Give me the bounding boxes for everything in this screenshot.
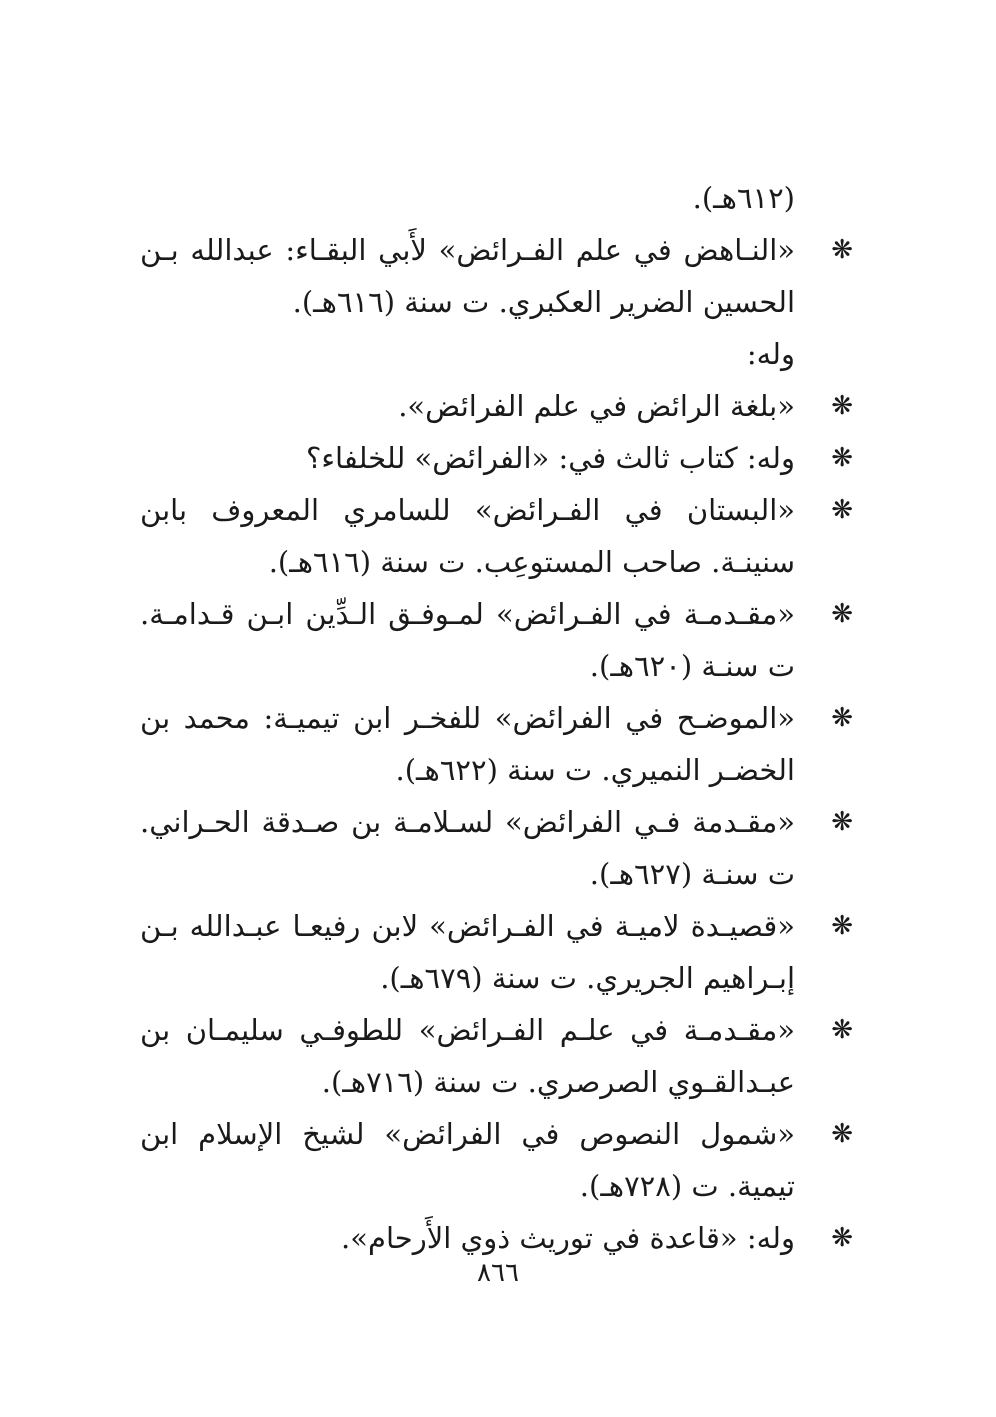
asterisk-bullet-icon: ❋: [831, 1119, 853, 1149]
list-item-text: «البستان في الفـرائض» للسامري المعروف بابن سنينـة. صاحب المستوعِب. ت سنة (٦١٦هـ).: [140, 493, 795, 579]
list-item-text: «مقـدمـة في الفـرائض» لمـوفـق الـدِّين ابـن قـدامـة. ت سنـة (٦٢٠هـ).: [140, 597, 795, 683]
sub-heading: [140, 328, 865, 380]
list-item: [140, 796, 865, 900]
continuation-text: (٦١٢هـ).: [692, 181, 795, 215]
list-item: [140, 900, 865, 1004]
list-item-text: «مقـدمة فـي الفرائض» لسـلامـة بن صـدقة الحـراني. ت سنـة (٦٢٧هـ).: [140, 805, 795, 891]
list-item: [140, 1004, 865, 1108]
asterisk-bullet-icon: ❋: [831, 911, 853, 941]
asterisk-bullet-icon: ❋: [831, 599, 853, 629]
list-item: [140, 224, 865, 328]
asterisk-bullet-icon: ❋: [831, 443, 853, 473]
list-item-text: «بلغة الرائض في علم الفرائض».: [398, 389, 795, 423]
asterisk-bullet-icon: ❋: [831, 1223, 853, 1253]
list-item: [140, 484, 865, 588]
list-item-text: «قصيـدة لاميـة في الفـرائض» لابن رفيعـا عبـدالله بـن إبـراهيم الجريري. ت سنة (٦٧٩هـ).: [140, 909, 795, 995]
list-item: [140, 1108, 865, 1212]
list-item: [140, 380, 865, 432]
sub-heading-text: وله:: [746, 337, 795, 371]
asterisk-bullet-icon: ❋: [831, 235, 853, 265]
list-item: [140, 588, 865, 692]
list-item: [140, 692, 865, 796]
page-number: ٨٦٦: [477, 1258, 519, 1288]
list-item-text: «الموضـح في الفرائض» للفخـر ابن تيميـة: محمد بن الخضـر النميري. ت سنة (٦٢٢هـ).: [140, 701, 795, 787]
list-item: [140, 1212, 865, 1264]
list-item-text: «شمول النصوص في الفرائض» لشيخ الإسلام ابن تيمية. ت (٧٢٨هـ).: [140, 1117, 795, 1203]
list-item-text: وله: «قاعدة في توريث ذوي الأَرحام».: [341, 1221, 795, 1255]
bibliography-list: [140, 172, 865, 1264]
asterisk-bullet-icon: ❋: [831, 495, 853, 525]
asterisk-bullet-icon: ❋: [831, 1015, 853, 1045]
list-item: [140, 432, 865, 484]
list-item-text: وله: كتاب ثالث في: «الفرائض» للخلفاء؟: [306, 441, 795, 475]
list-item-text: «النـاهض في علم الفـرائض» لأَبي البقـاء: عبدالله بـن الحسين الضرير العكبري. ت سنة (٦١٦هـ).: [140, 233, 795, 319]
asterisk-bullet-icon: ❋: [831, 703, 853, 733]
asterisk-bullet-icon: ❋: [831, 807, 853, 837]
continuation-line: [140, 172, 865, 224]
list-item-text: «مقـدمـة في علـم الفـرائض» للطوفـي سليمـان بن عبـدالقـوي الصرصري. ت سنة (٧١٦هـ).: [140, 1013, 795, 1099]
asterisk-bullet-icon: ❋: [831, 391, 853, 421]
